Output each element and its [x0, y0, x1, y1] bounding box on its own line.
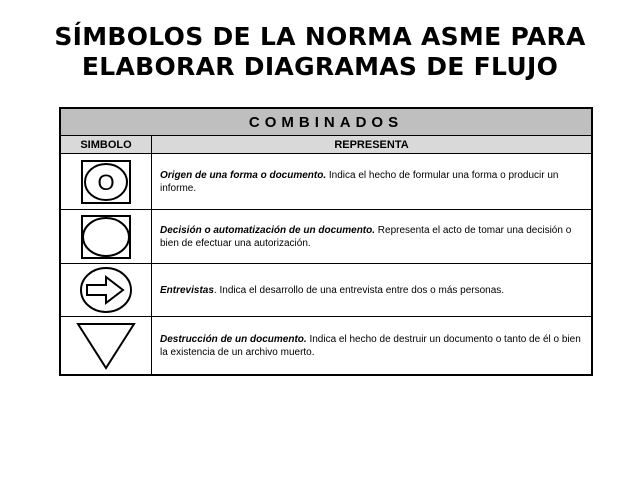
symbol-cell [60, 210, 152, 264]
symbol-description: Indica el hecho de destruir un documento o tanto de él o bien la existencia de un archivo muerto. [160, 333, 581, 358]
symbol-term: Destrucción de un documento. [160, 333, 307, 345]
table-row [60, 264, 592, 317]
symbol-term: Entrevistas [160, 284, 214, 296]
symbol-description: Representa el acto de tomar una decisión o bien de efectuar una autorización. [160, 224, 572, 249]
symbol-term: Decisión o automatización de un documento. [160, 224, 376, 236]
symbol-cell [60, 154, 152, 210]
table-row [60, 210, 592, 264]
symbols-table [59, 107, 593, 376]
column-header-symbol: SIMBOLO [60, 136, 152, 154]
square-with-circle-and-letter-o-icon [76, 159, 136, 205]
symbol-term: Origen de una forma o documento. [160, 169, 327, 181]
symbol-description: . Indica el desarrollo de una entrevista entre dos o más personas. [213, 284, 505, 296]
description-cell [152, 210, 593, 264]
square-with-circle-icon [76, 214, 136, 260]
inverted-triangle-icon [75, 321, 137, 371]
description-cell [152, 154, 593, 210]
column-header-represents: REPRESENTA [152, 136, 593, 154]
page-title [0, 22, 640, 82]
symbol-cell [60, 264, 152, 317]
section-header: COMBINADOS [60, 108, 592, 136]
description-cell [152, 264, 593, 317]
circle-with-arrow-icon [76, 266, 136, 314]
symbol-description: Indica el hecho de formular una forma o producir un informe. [160, 169, 559, 194]
table-row [60, 317, 592, 376]
table-row [60, 154, 592, 210]
title-line-2: ELABORAR DIAGRAMAS DE FLUJO [81, 52, 559, 81]
symbol-cell [60, 317, 152, 376]
symbol-letter: O [97, 169, 115, 195]
description-cell [152, 317, 593, 376]
title-line-1: SÍMBOLOS DE LA NORMA ASME PARA [54, 22, 586, 51]
